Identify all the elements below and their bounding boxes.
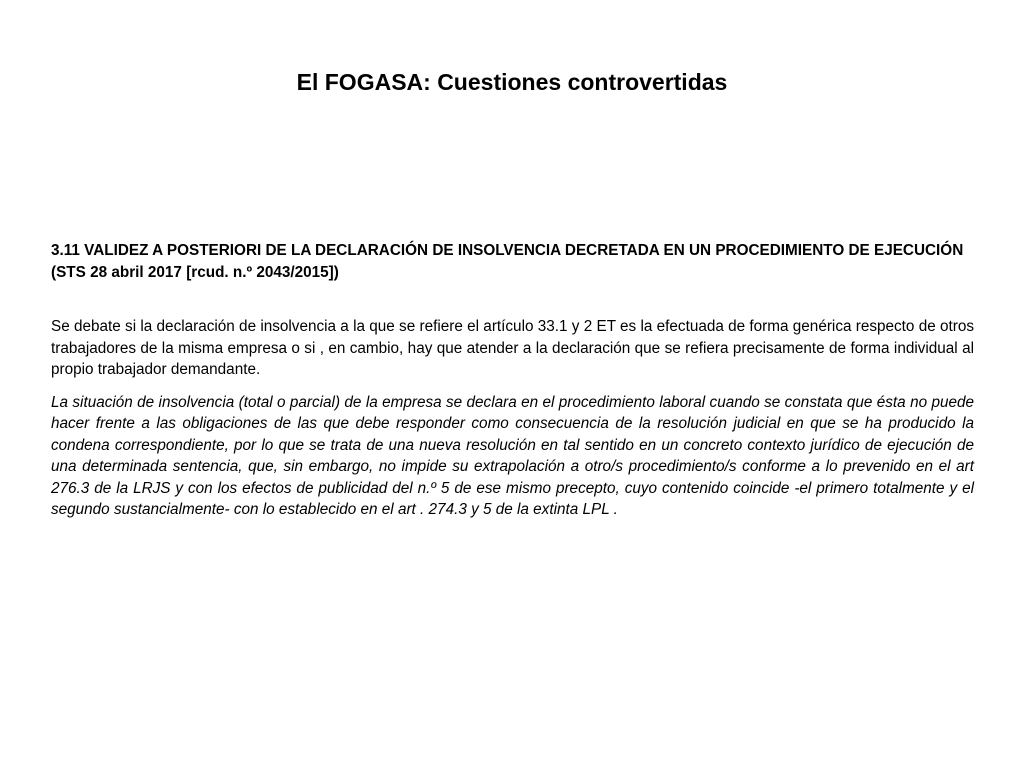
slide-title: El FOGASA: Cuestiones controvertidas — [296, 69, 728, 95]
insolvency-quote-paragraph: La situación de insolvencia (total o parcial) de la empresa se declara en el procedimiento laboral cuando se constata que ésta no puede hacer frente a las obligaciones de las que debe responder como consecuencia de la resolución judicial en que se ha producido la condena correspondiente, por lo que se trata de una nueva resolución en tal sentido en un concreto contexto jurídico de ejecución de una determinada sentencia, que, sin embargo, no impide su extrapolación a otro/s procedimiento/s conforme a lo prevenido en el art 276.3 de la LRJS y con los efectos de publicidad del n.º 5 de ese mismo precepto, cuyo contenido coincide -el primero totalmente y el segundo sustancialmente- con lo establecido en el art . 274.3 y 5 de la extinta LPL . — [51, 393, 974, 518]
debate-paragraph: Se debate si la declaración de insolvencia a la que se refiere el artículo 33.1 y 2 ET es la efectuada de forma genérica respecto de otros trabajadores de la misma empresa o si , en cambio, hay que atender a la declaración que se refiera precisamente de forma individual al propio trabajador demandante. — [51, 318, 974, 378]
section-heading: 3.11 VALIDEZ A POSTERIORI DE LA DECLARACIÓN DE INSOLVENCIA DECRETADA EN UN PROCEDIMIENTO DE EJECUCIÓN (STS 28 abril 2017 [rcud. n.º 2043/2015]) — [51, 242, 964, 281]
slide-content — [51, 240, 974, 521]
